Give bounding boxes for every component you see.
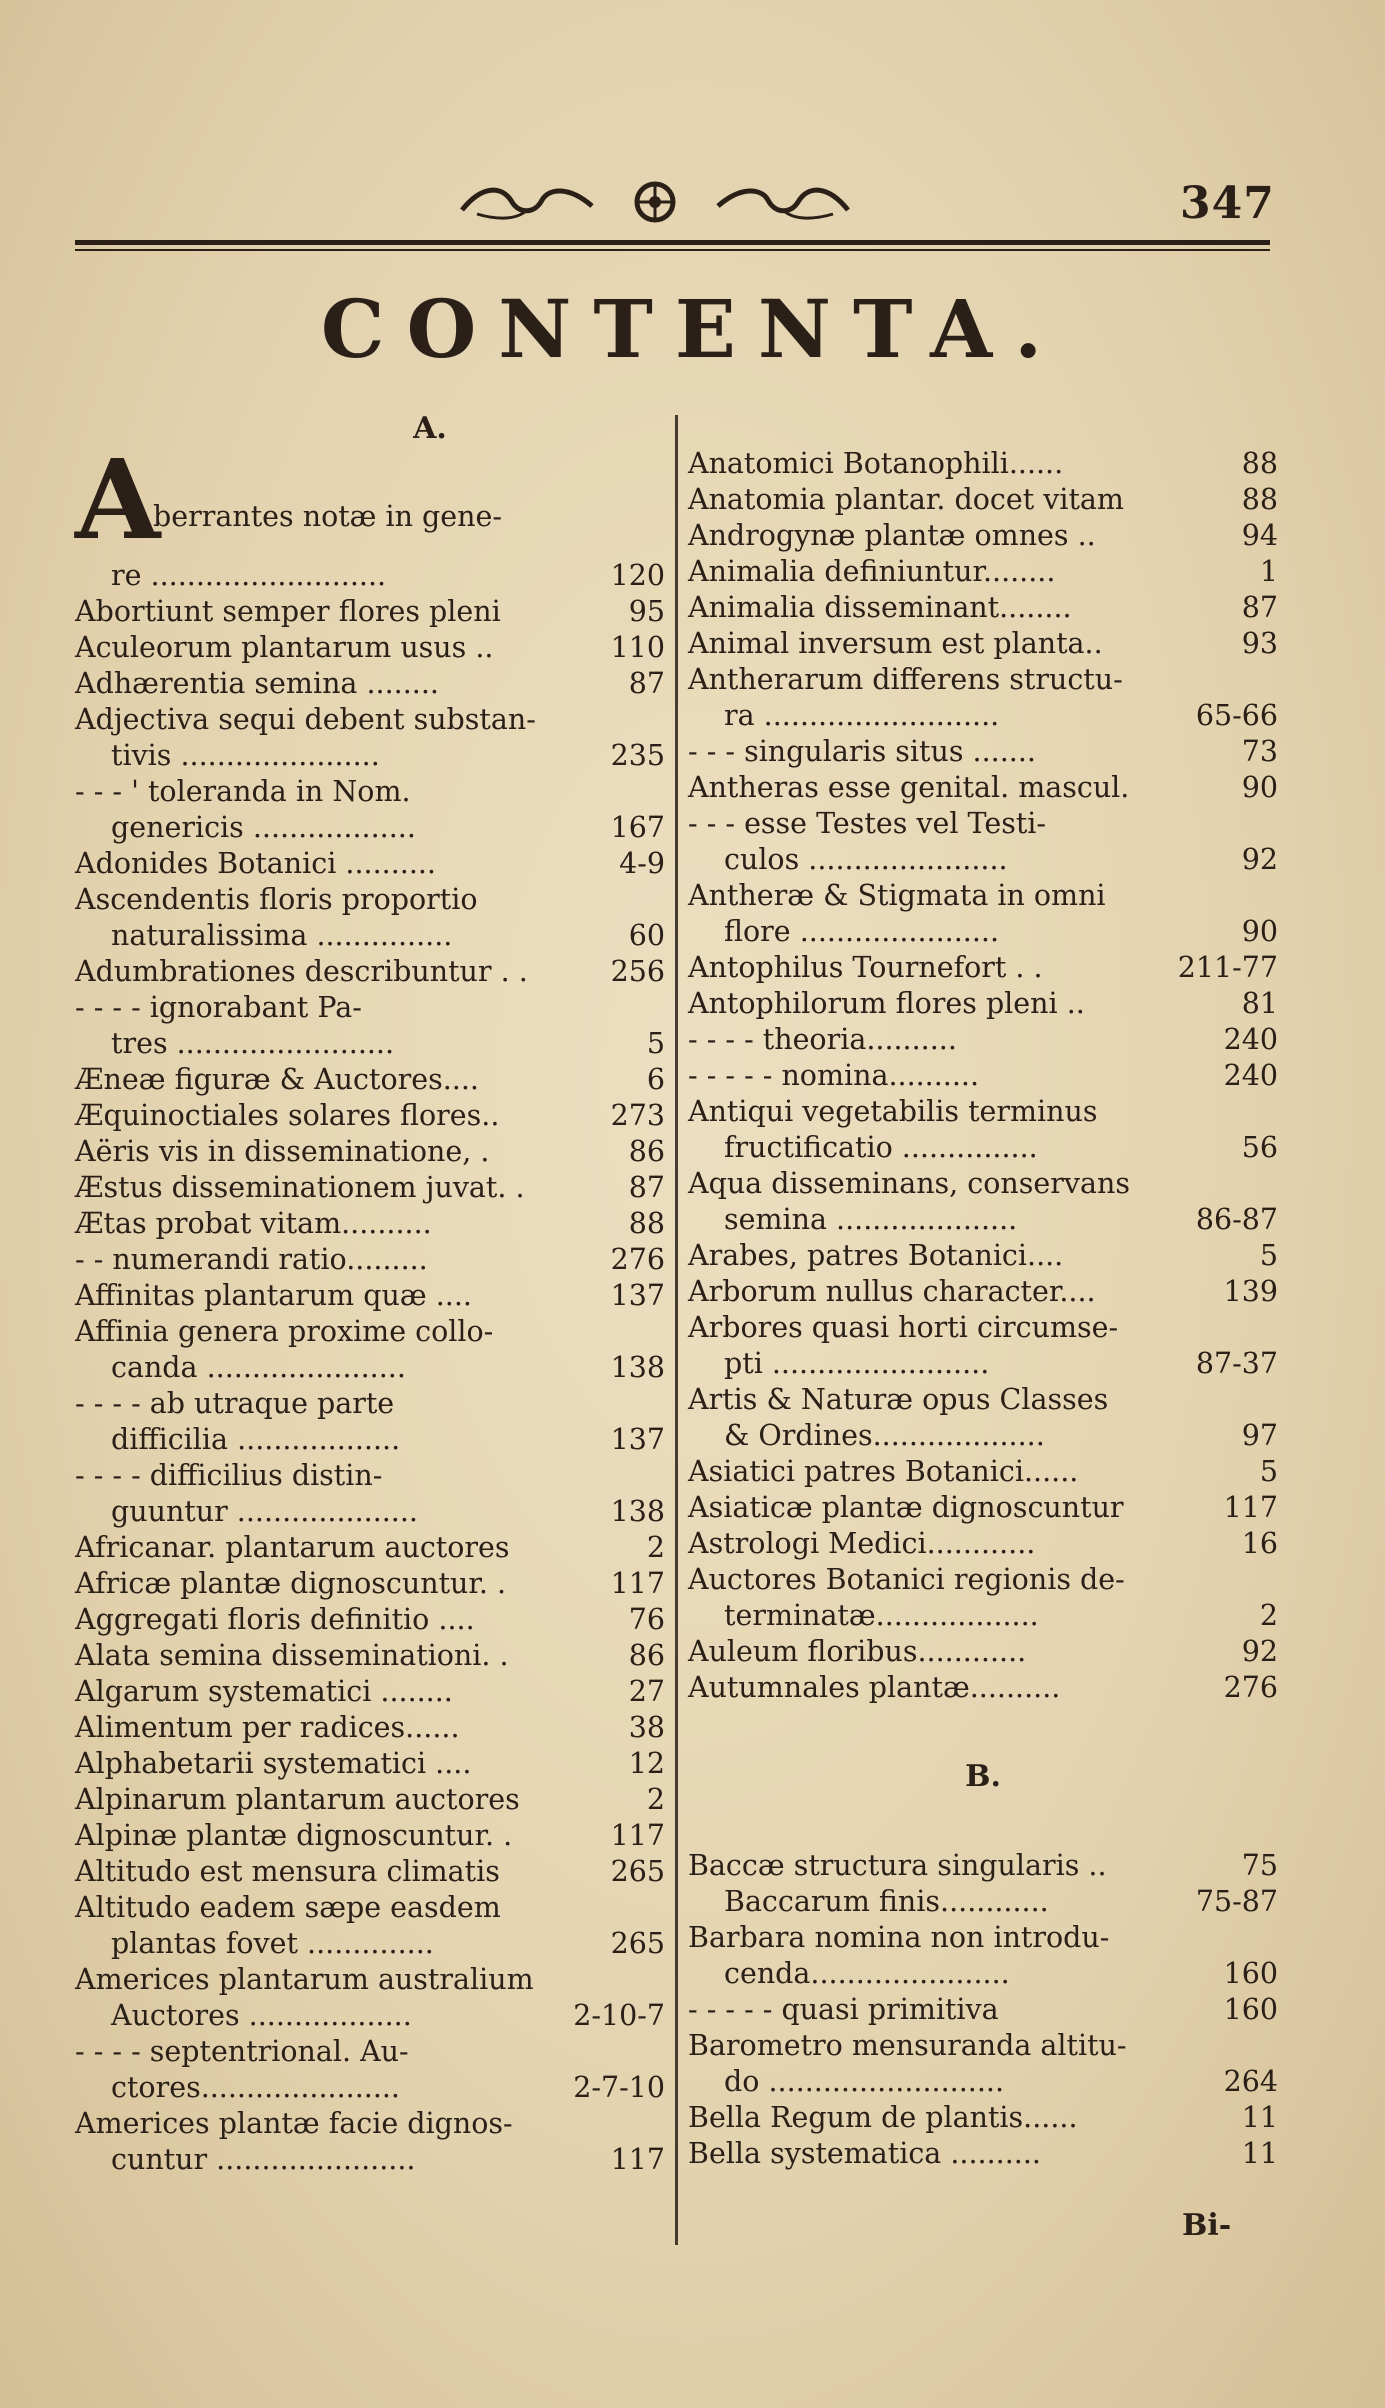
index-entry (688, 1670, 1278, 1706)
dropcap: A (75, 435, 161, 564)
index-entry (75, 1746, 665, 1782)
index-entry (75, 990, 665, 1026)
entry-text: Æquinoctiales solares flores.. (75, 1099, 500, 1132)
entry-page: 211-77 (1177, 951, 1278, 984)
entry-page: 240 (1223, 1023, 1278, 1056)
index-entry (688, 698, 1278, 734)
entry-text: Androgynæ plantæ omnes .. (688, 519, 1096, 552)
right-column (688, 446, 1278, 2172)
entry-text: Asiatici patres Botanici...... (688, 1455, 1079, 1488)
entry-text: Bella systematica .......... (688, 2137, 1041, 2170)
entry-page: 90 (1241, 771, 1278, 804)
entry-text: Alpinarum plantarum auctores (75, 1783, 520, 1816)
entry-text: Auleum floribus............ (688, 1635, 1027, 1668)
entry-text: tres ........................ (111, 1027, 395, 1060)
entry-text: semina .................... (724, 1203, 1018, 1236)
entry-page: 4-9 (619, 847, 665, 880)
entry-page: 264 (1223, 2065, 1278, 2098)
entry-page: 56 (1241, 1131, 1278, 1164)
entry-text: - - numerandi ratio......... (75, 1243, 428, 1276)
index-entry (75, 1674, 665, 1710)
index-entry (75, 1422, 665, 1458)
entry-page: 86 (628, 1135, 665, 1168)
entry-page: 12 (628, 1747, 665, 1780)
entry-text: cenda...................... (724, 1957, 1010, 1990)
index-entry (688, 1310, 1278, 1346)
entry-page: 137 (610, 1423, 665, 1456)
entry-text: - - - esse Testes vel Testi- (688, 807, 1047, 840)
entry-page: 11 (1241, 2101, 1278, 2134)
index-entry (75, 1350, 665, 1386)
index-entry (688, 914, 1278, 950)
index-entry (75, 2142, 665, 2178)
entry-page: 110 (610, 631, 665, 664)
entry-text: Americes plantarum australium (75, 1963, 534, 1996)
page-title: CONTENTA. (320, 282, 1065, 376)
entry-text: tivis ...................... (111, 739, 380, 772)
entry-text: genericis .................. (111, 811, 416, 844)
index-entries (688, 1848, 1278, 2172)
entry-text: Arabes, patres Botanici.... (688, 1239, 1064, 1272)
catchword: Bi- (1182, 2208, 1232, 2243)
entry-text: - - - - ignorabant Pa- (75, 991, 362, 1024)
index-entry (75, 594, 665, 630)
entry-page: 117 (1223, 1491, 1278, 1524)
index-entry (688, 1166, 1278, 1202)
index-entry (688, 2136, 1278, 2172)
entry-page: 120 (610, 559, 665, 592)
entry-page: 2 (646, 1531, 665, 1564)
entry-text: Adumbrationes describuntur . . (75, 955, 528, 988)
entry-text: Aqua disseminans, conservans (688, 1167, 1130, 1200)
index-entry (688, 1992, 1278, 2028)
index-entry (688, 1598, 1278, 1634)
entry-text: culos ...................... (724, 843, 1008, 876)
entry-page: 138 (610, 1495, 665, 1528)
entry-page: 73 (1241, 735, 1278, 768)
first-entry-text: berrantes notæ in gene- (153, 500, 503, 533)
index-entry (75, 702, 665, 738)
entry-text: Antiqui vegetabilis terminus (688, 1095, 1098, 1128)
entry-page: 137 (610, 1279, 665, 1312)
entry-page: 87-37 (1195, 1347, 1278, 1380)
entry-page: 16 (1241, 1527, 1278, 1560)
entry-page: 97 (1241, 1419, 1278, 1452)
index-entry (75, 2070, 665, 2106)
index-entry (688, 842, 1278, 878)
entry-text: re .......................... (111, 559, 387, 592)
entry-text: Altitudo est mensura climatis (75, 1855, 500, 1888)
entry-page: 87 (1241, 591, 1278, 624)
entry-page: 1 (1259, 555, 1278, 588)
entry-text: - - - ' toleranda in Nom. (75, 775, 411, 808)
index-entry (688, 1418, 1278, 1454)
section-letter: B. (965, 1759, 1001, 1794)
entry-page: 2 (646, 1783, 665, 1816)
index-entry (688, 1238, 1278, 1274)
index-entry (688, 1202, 1278, 1238)
index-entry (688, 518, 1278, 554)
entry-text: Arborum nullus character.... (688, 1275, 1096, 1308)
index-entry (75, 1566, 665, 1602)
entry-page: 5 (1259, 1455, 1278, 1488)
entry-page: 138 (610, 1351, 665, 1384)
header-rule (75, 240, 1270, 245)
entry-text: Antheras esse genital. mascul. (688, 771, 1130, 804)
entry-text: Alpinæ plantæ dignoscuntur. . (75, 1819, 513, 1852)
entry-text: do .......................... (724, 2065, 1005, 2098)
index-entry (75, 630, 665, 666)
index-entry (688, 950, 1278, 986)
index-entry (688, 806, 1278, 842)
entry-text: Anatomia plantar. docet vitam (688, 483, 1124, 516)
index-entry (75, 1314, 665, 1350)
entry-text: Ætas probat vitam.......... (75, 1207, 432, 1240)
index-entry (75, 846, 665, 882)
column-divider (675, 415, 678, 2245)
index-entry (688, 1454, 1278, 1490)
entry-page: 6 (646, 1063, 665, 1096)
entry-text: - - - - ab utraque parte (75, 1387, 395, 1420)
index-entry (688, 2028, 1278, 2064)
index-entry (688, 1130, 1278, 1166)
index-entry (688, 554, 1278, 590)
left-column (75, 408, 665, 2178)
entry-text: Ascendentis floris proportio (75, 883, 478, 916)
entry-text: Algarum systematici ........ (75, 1675, 453, 1708)
index-entry (688, 1562, 1278, 1598)
entry-text: canda ...................... (111, 1351, 406, 1384)
entry-page: 60 (628, 919, 665, 952)
index-entry (688, 1382, 1278, 1418)
entry-text: guuntur .................... (111, 1495, 418, 1528)
page-number: 347 (1180, 178, 1275, 229)
entry-text: Abortiunt semper flores pleni (75, 595, 501, 628)
entry-text: - - - - difficilius distin- (75, 1459, 383, 1492)
entry-page: 88 (1241, 483, 1278, 516)
entry-text: Affinia genera proxime collo- (75, 1315, 494, 1348)
entry-page: 2-10-7 (573, 1999, 665, 2032)
header-rule-thin (75, 249, 1270, 251)
entry-page: 90 (1241, 915, 1278, 948)
index-entry (688, 1058, 1278, 1094)
flourish-left-icon (457, 180, 597, 224)
entry-text: Baccarum finis............ (724, 1885, 1049, 1918)
entry-text: Asiaticæ plantæ dignoscuntur (688, 1491, 1124, 1524)
entry-text: Animalia disseminant........ (688, 591, 1072, 624)
entry-text: difficilia .................. (111, 1423, 401, 1456)
index-entry (75, 1098, 665, 1134)
index-entry (688, 1956, 1278, 1992)
entry-page: 139 (1223, 1275, 1278, 1308)
index-entry (688, 986, 1278, 1022)
index-entry (75, 1494, 665, 1530)
entry-text: Arbores quasi horti circumse- (688, 1311, 1119, 1344)
section-letter: A. (413, 411, 447, 446)
entry-text: Africæ plantæ dignoscuntur. . (75, 1567, 507, 1600)
entry-page: 2 (1259, 1599, 1278, 1632)
entry-page: 81 (1241, 987, 1278, 1020)
entry-text: Auctores .................. (111, 1999, 412, 2032)
entry-text: Alata semina disseminationi. . (75, 1639, 509, 1672)
index-entry (688, 1848, 1278, 1884)
entry-text: Barbara nomina non introdu- (688, 1921, 1110, 1954)
entry-page: 88 (628, 1207, 665, 1240)
index-entry (688, 1920, 1278, 1956)
index-entry (688, 1022, 1278, 1058)
entry-page: 27 (628, 1675, 665, 1708)
entry-page: 276 (1223, 1671, 1278, 1704)
first-entry (75, 435, 665, 564)
entry-text: fructificatio ............... (724, 1131, 1038, 1164)
entry-page: 76 (628, 1603, 665, 1636)
entry-text: Antherarum differens structu- (688, 663, 1123, 696)
index-entry (75, 1818, 665, 1854)
entry-page: 160 (1223, 1993, 1278, 2026)
index-entry (75, 2106, 665, 2142)
entry-text: ra .......................... (724, 699, 1000, 732)
index-entry (688, 1274, 1278, 1310)
entry-text: pti ........................ (724, 1347, 990, 1380)
entry-page: 92 (1241, 1635, 1278, 1668)
entry-text: terminatæ.................. (724, 1599, 1039, 1632)
header-ornament (385, 172, 925, 232)
index-entry (688, 1634, 1278, 1670)
index-entry (75, 918, 665, 954)
entry-text: Animalia definiuntur........ (688, 555, 1056, 588)
entry-page: 88 (1241, 447, 1278, 480)
entry-page: 117 (610, 1567, 665, 1600)
entry-text: Alimentum per radices...... (75, 1711, 460, 1744)
index-entry (75, 1026, 665, 1062)
index-entry (75, 774, 665, 810)
index-entry (688, 1490, 1278, 1526)
entry-text: Affinitas plantarum quæ .... (75, 1279, 472, 1312)
entry-text: Autumnales plantæ.......... (688, 1671, 1061, 1704)
index-entry (75, 1998, 665, 2034)
entry-text: Adhærentia semina ........ (75, 667, 439, 700)
index-entry (688, 1094, 1278, 1130)
entry-page: 5 (646, 1027, 665, 1060)
entry-text: Baccæ structura singularis .. (688, 1849, 1107, 1882)
index-entry (75, 882, 665, 918)
entry-text: cuntur ...................... (111, 2143, 416, 2176)
entry-page: 5 (1259, 1239, 1278, 1272)
entry-text: Barometro mensuranda altitu- (688, 2029, 1127, 2062)
index-entry (688, 590, 1278, 626)
index-entry (75, 954, 665, 990)
entry-page: 87 (628, 1171, 665, 1204)
index-entry (75, 1134, 665, 1170)
index-entry (75, 666, 665, 702)
index-entry (75, 1386, 665, 1422)
entry-text: - - - - - nomina.......... (688, 1059, 980, 1092)
index-entry (75, 1962, 665, 1998)
entry-text: Americes plantæ facie dignos- (75, 2107, 513, 2140)
entry-page: 75-87 (1195, 1885, 1278, 1918)
entry-text: Æneæ figuræ & Auctores.... (75, 1063, 479, 1096)
entry-text: Aculeorum plantarum usus .. (75, 631, 494, 664)
index-entry (75, 738, 665, 774)
index-entry (75, 1926, 665, 1962)
entry-text: Bella Regum de plantis...... (688, 2101, 1078, 2134)
entry-text: - - - singularis situs ....... (688, 735, 1036, 768)
entry-text: ctores...................... (111, 2071, 400, 2104)
entry-text: Animal inversum est planta.. (688, 627, 1103, 660)
entry-page: 256 (610, 955, 665, 988)
entry-text: Antheræ & Stigmata in omni (688, 879, 1106, 912)
entry-page: 160 (1223, 1957, 1278, 1990)
entry-text: Auctores Botanici regionis de- (688, 1563, 1125, 1596)
entry-page: 65-66 (1195, 699, 1278, 732)
index-entry (75, 1602, 665, 1638)
index-entry (688, 878, 1278, 914)
entry-page: 117 (610, 2143, 665, 2176)
entry-page: 2-7-10 (573, 2071, 665, 2104)
index-entry (75, 1170, 665, 1206)
entry-text: Æstus disseminationem juvat. . (75, 1171, 525, 1204)
section-gap (688, 1798, 1278, 1848)
entry-page: 38 (628, 1711, 665, 1744)
index-entry (75, 1242, 665, 1278)
entry-page: 273 (610, 1099, 665, 1132)
entry-text: Anatomici Botanophili...... (688, 447, 1064, 480)
index-entry (688, 662, 1278, 698)
entry-text: naturalissima ............... (111, 919, 453, 952)
entry-text: Aëris vis in disseminatione, . (75, 1135, 490, 1168)
entry-text: Adonides Botanici .......... (75, 847, 436, 880)
entry-page: 95 (628, 595, 665, 628)
entry-page: 235 (610, 739, 665, 772)
section-gap (688, 1706, 1278, 1756)
index-entries (75, 558, 665, 2178)
flourish-right-icon (713, 180, 853, 224)
index-entry (688, 1884, 1278, 1920)
rosette-icon (631, 178, 679, 226)
index-entries (688, 446, 1278, 1706)
index-entry (688, 1346, 1278, 1382)
entry-text: Africanar. plantarum auctores (75, 1531, 510, 1564)
entry-text: Antophilorum flores pleni .. (688, 987, 1085, 1020)
entry-page: 87 (628, 667, 665, 700)
index-entry (688, 2100, 1278, 2136)
entry-text: Aggregati floris definitio .... (75, 1603, 475, 1636)
index-entry (75, 1206, 665, 1242)
entry-text: Alphabetarii systematici .... (75, 1747, 472, 1780)
index-entry (688, 734, 1278, 770)
entry-text: & Ordines................... (724, 1419, 1045, 1452)
index-entry (75, 1638, 665, 1674)
index-entry (75, 1530, 665, 1566)
entry-text: Artis & Naturæ opus Classes (688, 1383, 1109, 1416)
index-entry (75, 1062, 665, 1098)
index-entry (75, 1710, 665, 1746)
index-entry (75, 1782, 665, 1818)
index-entry (688, 482, 1278, 518)
entry-page: 265 (610, 1855, 665, 1888)
entry-page: 94 (1241, 519, 1278, 552)
index-entry (688, 626, 1278, 662)
index-entry (75, 558, 665, 594)
entry-page: 11 (1241, 2137, 1278, 2170)
entry-text: Altitudo eadem sæpe easdem (75, 1891, 501, 1924)
entry-page: 92 (1241, 843, 1278, 876)
index-entry (75, 2034, 665, 2070)
index-entry (75, 1458, 665, 1494)
entry-page: 86 (628, 1639, 665, 1672)
entry-page: 75 (1241, 1849, 1278, 1882)
entry-text: - - - - theoria.......... (688, 1023, 957, 1056)
entry-page: 167 (610, 811, 665, 844)
index-entry (688, 1526, 1278, 1562)
entry-page: 117 (610, 1819, 665, 1852)
entry-text: Adjectiva sequi debent substan- (75, 703, 536, 736)
entry-text: - - - - septentrional. Au- (75, 2035, 409, 2068)
index-entry (75, 1854, 665, 1890)
entry-text: - - - - - quasi primitiva (688, 1993, 999, 2026)
entry-page: 93 (1241, 627, 1278, 660)
entry-text: flore ...................... (724, 915, 1000, 948)
entry-page: 276 (610, 1243, 665, 1276)
index-entry (75, 810, 665, 846)
index-entry (688, 446, 1278, 482)
entry-text: plantas fovet .............. (111, 1927, 434, 1960)
entry-page: 240 (1223, 1059, 1278, 1092)
index-entry (688, 770, 1278, 806)
index-entry (688, 2064, 1278, 2100)
entry-text: Astrologi Medici............ (688, 1527, 1036, 1560)
index-entry (75, 1890, 665, 1926)
entry-page: 86-87 (1195, 1203, 1278, 1236)
entry-text: Antophilus Tournefort . . (688, 951, 1043, 984)
index-entry (75, 1278, 665, 1314)
entry-page: 265 (610, 1927, 665, 1960)
